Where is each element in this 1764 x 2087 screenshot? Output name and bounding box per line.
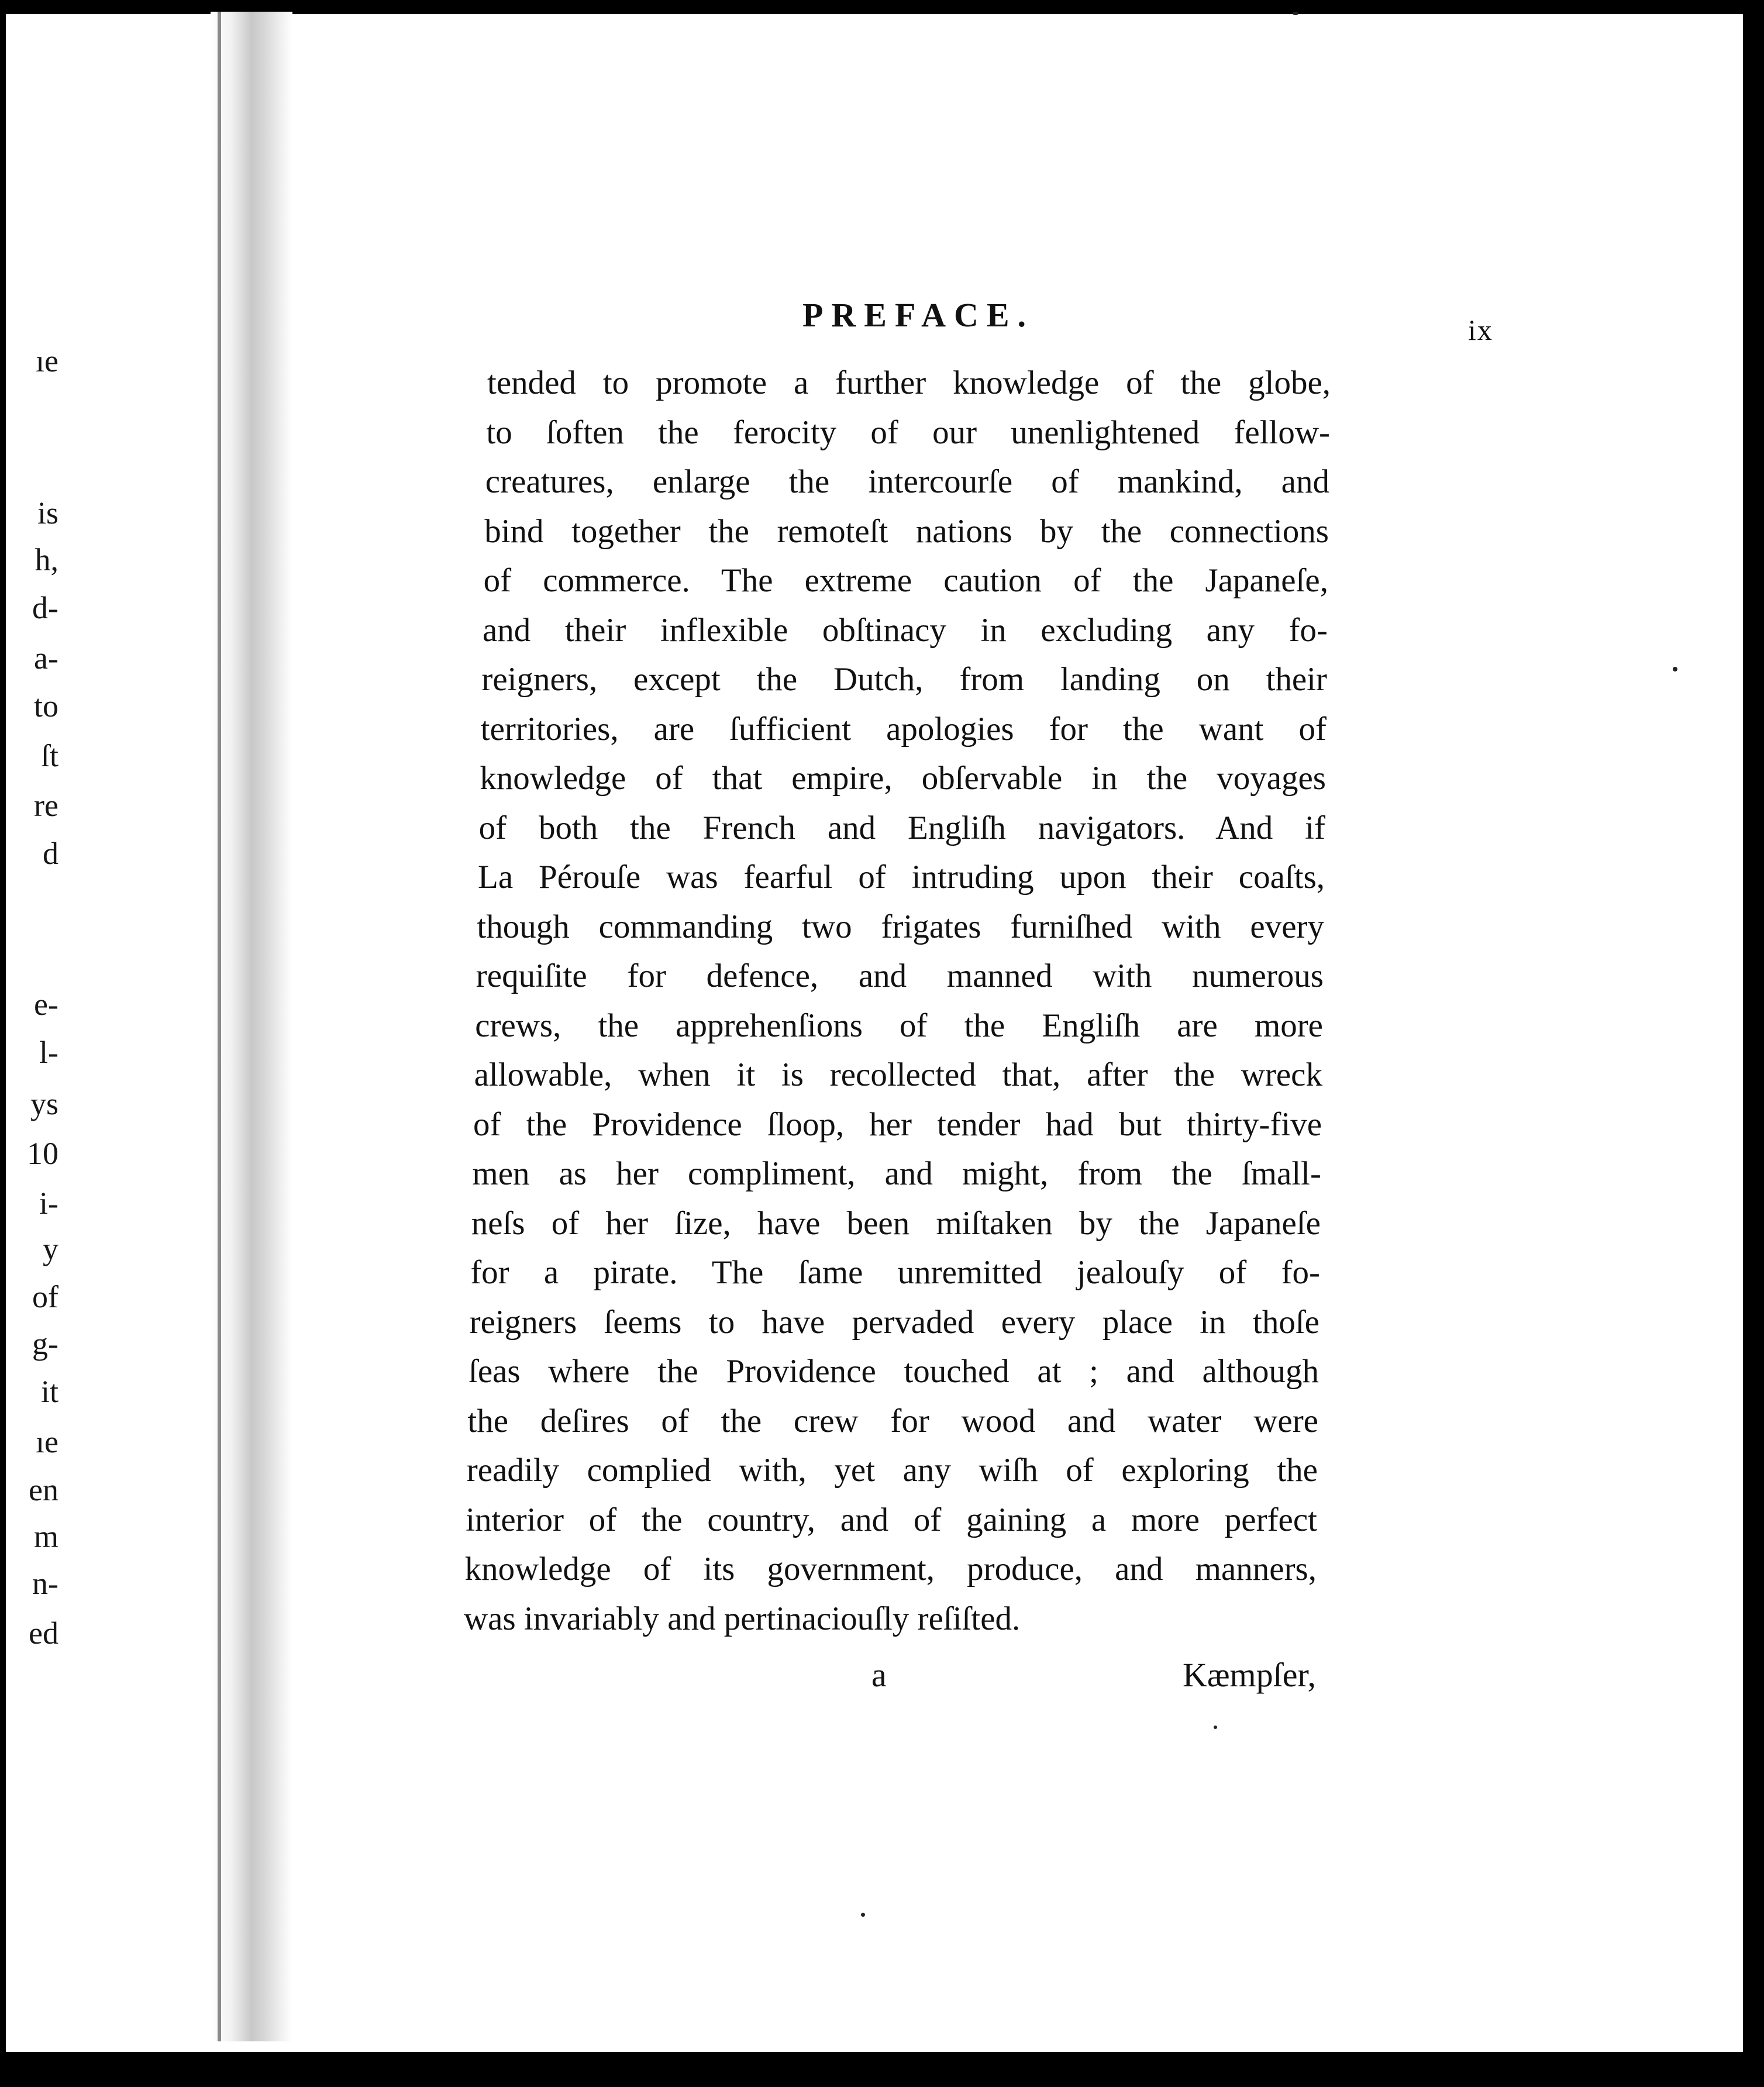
left-page-line-fragment: re	[34, 788, 58, 823]
body-text-line: and their inflexible obſtinacy in excluding any fo-	[483, 611, 1328, 649]
body-text-line: requiſite for defence, and manned with numerous	[476, 958, 1324, 994]
body-text-line: crews, the apprehenſions of the Engliſh are more	[475, 1007, 1323, 1044]
body-text-line: men as her compliment, and might, from the ſmall-	[472, 1155, 1321, 1192]
body-text-line: La Pérouſe was fearful of intruding upon their coaſts,	[478, 859, 1325, 896]
left-page-line-fragment: of	[32, 1279, 58, 1314]
left-page-line-fragment: is	[37, 495, 58, 531]
left-page-line-fragment: a-	[34, 640, 58, 676]
body-text-line: allowable, when it is recollected that, after the wreck	[474, 1056, 1322, 1093]
body-text-line: reigners, except the Dutch, from landing on their	[481, 661, 1327, 698]
left-page-line-fragment: ıe	[36, 1424, 58, 1459]
left-page-line-fragment: h,	[35, 542, 58, 577]
left-page-line-fragment: ys	[30, 1086, 58, 1121]
book-gutter-edge	[218, 12, 221, 2041]
body-text-line: tended to promote a further knowledge of the globe,	[487, 364, 1331, 401]
left-page-line-fragment: d-	[32, 590, 58, 625]
left-page-line-fragment: n-	[32, 1566, 58, 1601]
body-text-line: bind together the remoteſt nations by the connections	[484, 512, 1329, 550]
left-page-line-fragment: ıe	[36, 343, 58, 378]
body-text-line: for a pirate. The ſame unremitted jealouſy of fo-	[470, 1254, 1320, 1291]
paper-speck	[861, 1913, 865, 1917]
body-text-line: readily complied with, yet any wiſh of exploring the	[466, 1452, 1318, 1489]
page-number: ix	[1468, 314, 1493, 346]
left-page-line-fragment: i-	[39, 1186, 58, 1221]
left-page-line-fragment: en	[29, 1472, 58, 1507]
left-page-line-fragment: d	[43, 836, 58, 871]
signature-mark: a	[871, 1656, 887, 1694]
body-text-line: of both the French and Engliſh navigators. And if	[478, 809, 1325, 846]
left-page-line-fragment: ed	[29, 1616, 58, 1651]
catchword: Kæmpſer,	[1182, 1656, 1316, 1694]
left-page-fragment	[6, 14, 211, 2052]
scan-border-right	[1743, 0, 1764, 2087]
body-text-line: of the Providence ſloop, her tender had but thirty-five	[473, 1106, 1322, 1143]
left-page-line-fragment: e-	[34, 987, 58, 1022]
paper-speck	[1214, 1726, 1217, 1729]
book-gutter-shadow	[211, 12, 292, 2041]
scan-border-left	[0, 0, 6, 2087]
left-page-line-fragment: it	[40, 1374, 58, 1409]
body-text-line: to ſoften the ferocity of our unenlightened fellow-	[486, 414, 1330, 451]
body-text-line: was invariably and pertinaciouſly reſiſted.	[464, 1600, 1021, 1637]
left-page-line-fragment: ſt	[40, 738, 58, 773]
body-text-line: reigners ſeems to have pervaded every place in thoſe	[469, 1303, 1319, 1341]
body-text-line: creatures, enlarge the intercourſe of mankind, and	[485, 463, 1329, 500]
body-text-line: knowledge of that empire, obſervable in the voyages	[480, 760, 1326, 797]
left-page-line-fragment: m	[33, 1519, 58, 1554]
left-page-line-fragment: 10	[27, 1136, 58, 1171]
left-page-line-fragment: y	[43, 1231, 58, 1266]
body-text-line: territories, are ſufficient apologies for the want of	[480, 710, 1327, 748]
body-text-line: interior of the country, and of gaining a more perfect	[466, 1501, 1317, 1538]
running-header: PREFACE.	[802, 296, 1035, 334]
left-page-line-fragment: g-	[32, 1326, 58, 1361]
left-page-line-fragment: l-	[39, 1035, 58, 1070]
body-text-line: the deſires of the crew for wood and water were	[467, 1402, 1318, 1439]
paper-speck	[1673, 667, 1677, 671]
body-text-line: ſeas where the Providence touched at ; and although	[468, 1353, 1319, 1390]
body-text-line: of commerce. The extreme caution of the Japaneſe,	[483, 562, 1328, 599]
body-text-line: neſs of her ſize, have been miſtaken by the Japaneſe	[471, 1204, 1321, 1242]
body-text-line: though commanding two frigates furniſhed with every	[477, 908, 1324, 945]
paper-speck	[1293, 12, 1298, 15]
scan-border-bottom	[0, 2052, 1764, 2087]
left-page-line-fragment: to	[33, 688, 58, 724]
body-text-line: knowledge of its government, produce, and manners,	[464, 1551, 1317, 1587]
